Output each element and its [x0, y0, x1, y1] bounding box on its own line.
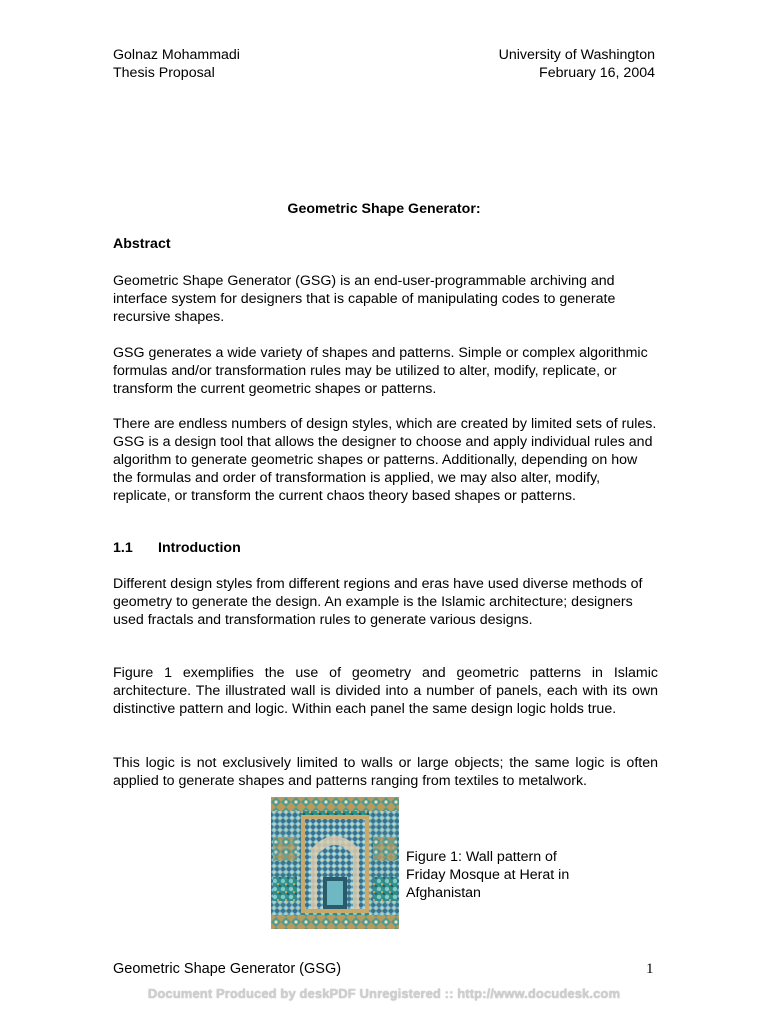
abstract-paragraph-3: There are endless numbers of design styles, which are created by limited sets of rules. GSG is a design tool that allows the designer to choose and apply individual rules and algorithm to generate geometric shapes or patterns. Additionally, depending on how the formulas and order of transformation is applied, we may also alter, modify, replicate, or transform the current chaos theory based shapes or patterns. [113, 416, 657, 504]
author-name: Golnaz Mohammadi [113, 47, 240, 63]
document-type: Thesis Proposal [113, 65, 215, 81]
intro-paragraph-1: Different design styles from different regions and eras have used diverse methods of geometry to generate the design. An example is the Islamic architecture; designers used fractals and transformation rules to generate various designs. [113, 576, 643, 628]
page-number: 1 [646, 961, 654, 977]
institution: University of Washington [498, 47, 655, 63]
figure-mosque-wall-image [271, 797, 399, 929]
document-title: Geometric Shape Generator: [287, 201, 481, 217]
abstract-paragraph-1: Geometric Shape Generator (GSG) is an end-user-programmable archiving and interface system for designers that is capable of manipulating codes to generate recursive shapes. [113, 273, 616, 325]
abstract-heading: Abstract [113, 236, 171, 252]
header-right [499, 46, 655, 82]
header-left [113, 46, 240, 82]
intro-paragraph-2: Figure 1 exemplifies the use of geometry and geometric patterns in Islamic architecture. The illustrated wall is divided into a number of panels, each with its own distinctive pattern and logic. Within each panel the same design logic holds true. [113, 665, 658, 717]
document-date: February 16, 2004 [539, 65, 655, 81]
figure-caption: Figure 1: Wall pattern of Friday Mosque at Herat in Afghanistan [406, 849, 570, 901]
abstract-paragraph-2: GSG generates a wide variety of shapes and patterns. Simple or complex algorithmic formulas and/or transformation rules may be utilized to alter, modify, replicate, or transform the current geometric shapes or patterns. [113, 345, 648, 397]
section-title: Introduction [158, 540, 241, 556]
section-heading-introduction [113, 539, 241, 557]
watermark-text: Document Produced by deskPDF Unregistered :: http://www.docudesk.com [147, 986, 621, 1001]
intro-paragraph-3: This logic is not exclusively limited to walls or large objects; the same logic is often applied to generate shapes and patterns ranging from textiles to metalwork. [113, 755, 658, 789]
section-number: 1.1 [113, 540, 133, 556]
footer-title: Geometric Shape Generator (GSG) [113, 961, 342, 977]
